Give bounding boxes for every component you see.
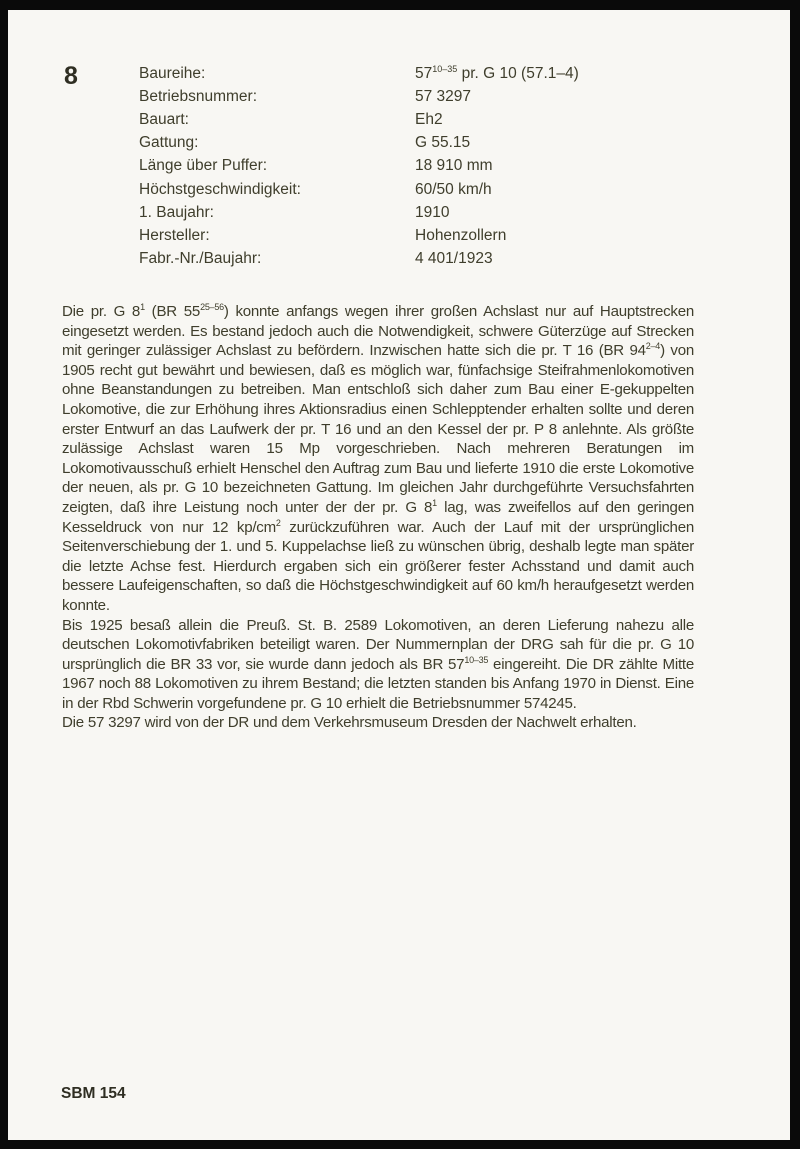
paragraph-preservation: Die 57 3297 wird von der DR und dem Verkehrsmuseum Dresden der Nachwelt erhalten. xyxy=(62,714,637,732)
spec-row-fabriknummer xyxy=(139,248,739,271)
spec-table xyxy=(139,62,739,271)
spec-label: Hersteller: xyxy=(139,226,210,244)
spec-label: Fabr.-Nr./Baujahr: xyxy=(139,250,262,268)
info-card xyxy=(8,10,790,1140)
spec-label: Bauart: xyxy=(139,110,189,128)
spec-label: Baureihe: xyxy=(139,64,206,82)
spec-value: G 55.15 xyxy=(415,134,471,152)
spec-label: Höchstgeschwindigkeit: xyxy=(139,180,301,198)
spec-value: 4 401/1923 xyxy=(415,250,493,268)
spec-value: 57 3297 xyxy=(415,87,472,105)
spec-row-hersteller xyxy=(139,224,739,247)
spec-row-laenge xyxy=(139,155,739,178)
spec-value: 18 910 mm xyxy=(415,157,493,175)
card-number: 8 xyxy=(64,62,78,90)
spec-row-baureihe xyxy=(139,62,739,85)
spec-value: 57$^{10-35}$ pr. G 10 (57.1–4) xyxy=(415,63,579,82)
paragraph-fleet: Bis 1925 besaß allein die Preuß. St. B. 2589 Lokomotiven, an deren Lieferung nahezu alle deutschen Lokomotivfabriken beteiligt waren. Der Nummernplan der DRG sah für die pr. G 10 ursprünglich die BR 33 vor, sie wurde dann jedoch als BR 57$^{10-35}$ eingereiht. Die DR zählte Mitte 1967 noch 88 Lokomotiven zu ihrem Bestand; die letzten standen bis Anfang 1970 in Dienst. Eine in der Rbd Schwerin vorgefundene pr. G 10 erhielt die Betriebsnummer 574245. xyxy=(62,616,694,712)
spec-row-gattung xyxy=(139,132,739,155)
spec-value: Hohenzollern xyxy=(415,226,507,244)
series-code: SBM 154 xyxy=(61,1085,126,1102)
spec-label: Gattung: xyxy=(139,134,199,152)
spec-value: 1910 xyxy=(415,203,450,221)
spec-row-hoechstgeschwindigkeit xyxy=(139,178,739,201)
description-text xyxy=(62,302,694,733)
spec-label: 1. Baujahr: xyxy=(139,203,214,221)
spec-row-bauart xyxy=(139,108,739,131)
spec-value: Eh2 xyxy=(415,110,443,128)
spec-label: Betriebsnummer: xyxy=(139,87,258,105)
spec-value: 60/50 km/h xyxy=(415,180,492,198)
spec-row-betriebsnummer xyxy=(139,85,739,108)
paragraph-history: Die pr. G $8^1$ (BR 55$^{25-56}$) konnte anfangs wegen ihrer großen Achslast nur auf Hauptstrecken eingesetzt werden. Es bestand jedoch auch die Notwendigkeit, schwere Güterzüge auf Strecken mit geringer zulässiger Achslast zu befördern. Inzwischen hatte sich die pr. T 16 (BR 94$^{2-4}$) von 1905 recht gut bewährt und bewiesen, daß es möglich war, fünfachsige Steifrahmenlokomotiven ohne Beanstandungen zu betreiben. Man entschloß sich daher zum Bau einer E-gekuppelten Lokomotive, die zur Erhöhung ihres Aktionsradius einen Schlepptender erhalten sollte und deren erster Entwurf an das Laufwerk der pr. T 16 und an den Kessel der pr. P 8 anlehnte. Als größte zulässige Achslast waren 15 Mp vorgeschrieben. Nach mehreren Beratungen im Lokomotivausschuß erhielt Henschel den Auftrag zum Bau und lieferte 1910 die erste Lokomotive der neuen, als pr. G 10 bezeichneten Gattung. Im gleichen Jahr durchgeführte Versuchsfahrten zeigten, daß ihre Leistung noch unter der der pr. G $8^1$ lag, was zweifellos auf den geringen Kesseldruck von nur 12 $kp/cm^2$ zurückzuführen war. Auch der Lauf mit der ursprünglichen Seitenverschiebung der 1. und 5. Kuppelachse ließ zu wünschen übrig, deshalb legte man später die letzte Achse fest. Hierdurch ergaben sich ein größerer fester Achsstand und damit auch bessere Laufeigenschaften, so daß die Höchstgeschwindigkeit auf 60 km/h heraufgesetzt werden konnte. xyxy=(62,302,695,614)
spec-label: Länge über Puffer: xyxy=(139,157,268,175)
spec-row-baujahr xyxy=(139,201,739,224)
